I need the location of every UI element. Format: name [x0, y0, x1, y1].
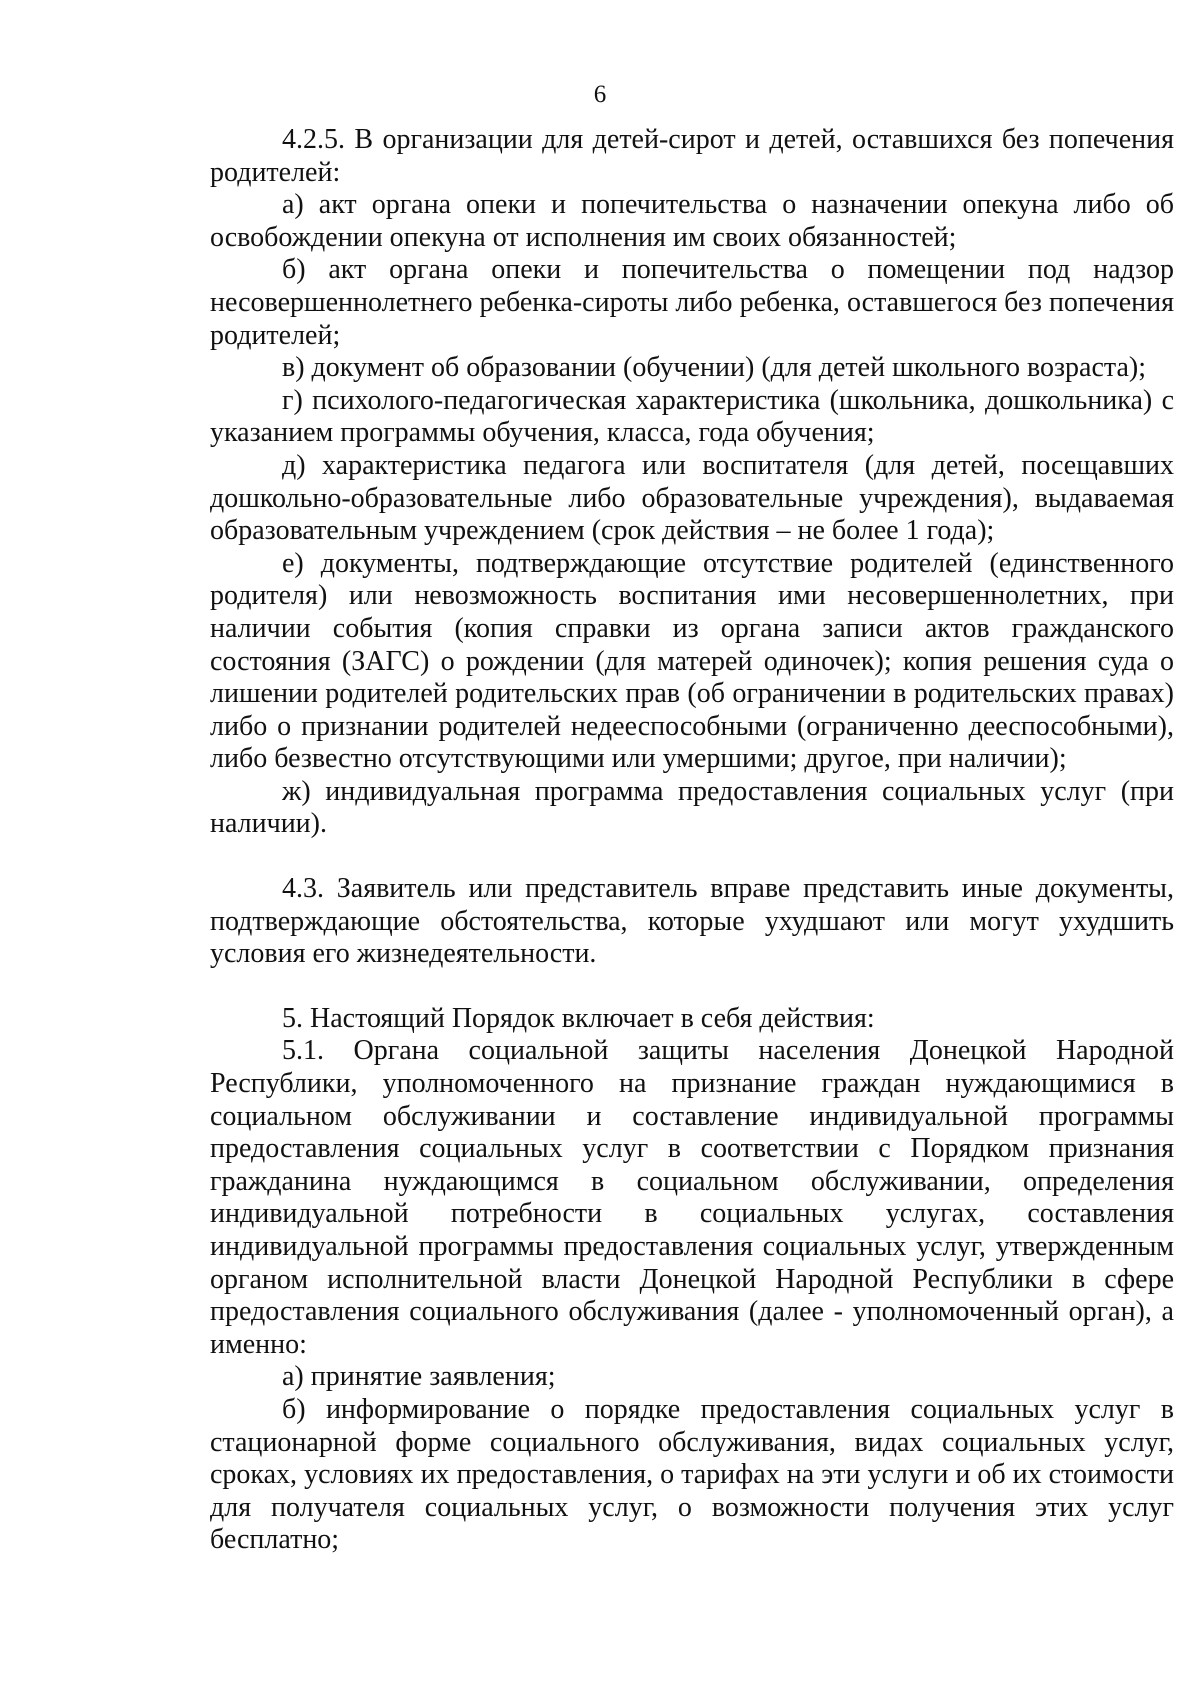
- list-item-a-5-1: а) принятие заявления;: [282, 1361, 556, 1393]
- list-item-d: д) характеристика педагога или воспитателя (для детей, посещавших дошкольно-образовательные либо образовательные учреждения), выдаваемая образовательным учреждением (срок действия – не более 1 года);: [210, 449, 1174, 547]
- list-item-g: г) психолого-педагогическая характеристика (школьника, дошкольника) с указанием программы обучения, класса, года обучения;: [210, 384, 1174, 449]
- list-item-zh: ж) индивидуальная программа предоставления социальных услуг (при наличии).: [210, 775, 1174, 840]
- list-item-a: а) акт органа опеки и попечительства о назначении опекуна либо об освобождении опекуна от исполнения им своих обязанностей;: [210, 189, 1174, 253]
- list-item-b: б) акт органа опеки и попечительства о помещении под надзор несовершеннолетнего ребенка-сироты либо ребенка, оставшегося без попечения родителей;: [210, 254, 1174, 351]
- list-item-b-5-1: б) информирование о порядке предоставления социальных услуг в стационарной форме социального обслуживания, видах социальных услуг, сроках, условиях их предоставления, о тарифах на эти услуги и об их стоимости для получателя социальных услуг, о возможности получения этих услуг бесплатно;: [210, 1393, 1174, 1556]
- clause-5-1: 5.1. Органа социальной защиты населения Донецкой Народной Республики, уполномоченного на признание граждан нуждающимися в социальном обслуживании и составление индивидуальной программы предоставления социальных услуг в соответствии с Порядком признания гражданина нуждающимся в социальном обслуживании, определения индивидуальной потребности в социальных услугах, составления индивидуальной программы предоставления социальных услуг, утвержденным органом исполнительной власти Донецкой Народной Республики в сфере предоставления социального обслуживания (далее - уполномоченный орган), а именно:: [210, 1035, 1174, 1360]
- document-body: [210, 124, 1174, 1557]
- clause-4-2-5: 4.2.5. В организации для детей-сирот и детей, оставшихся без попечения родителей:: [210, 124, 1174, 188]
- list-item-e: е) документы, подтверждающие отсутствие родителей (единственного родителя) или невозможность воспитания ими несовершеннолетних, при наличии события (копия справки из органа записи актов гражданского состояния (ЗАГС) о рождении (для матерей одиночек); копия решения суда о лишении родителей родительских прав (об ограничении в родительских правах) либо о признании родителей недееспособными (ограниченно дееспособными), либо безвестно отсутствующими или умершими; другое, при наличии);: [210, 547, 1174, 775]
- page-number: 6: [593, 81, 607, 108]
- clause-4-3: 4.3. Заявитель или представитель вправе представить иные документы, подтверждающие обстоятельства, которые ухудшают или могут ухудшить условия его жизнедеятельности.: [210, 873, 1174, 970]
- list-item-v: в) документ об образовании (обучении) (для детей школьного возраста);: [282, 352, 1147, 384]
- clause-5: 5. Настоящий Порядок включает в себя действия:: [282, 1002, 875, 1034]
